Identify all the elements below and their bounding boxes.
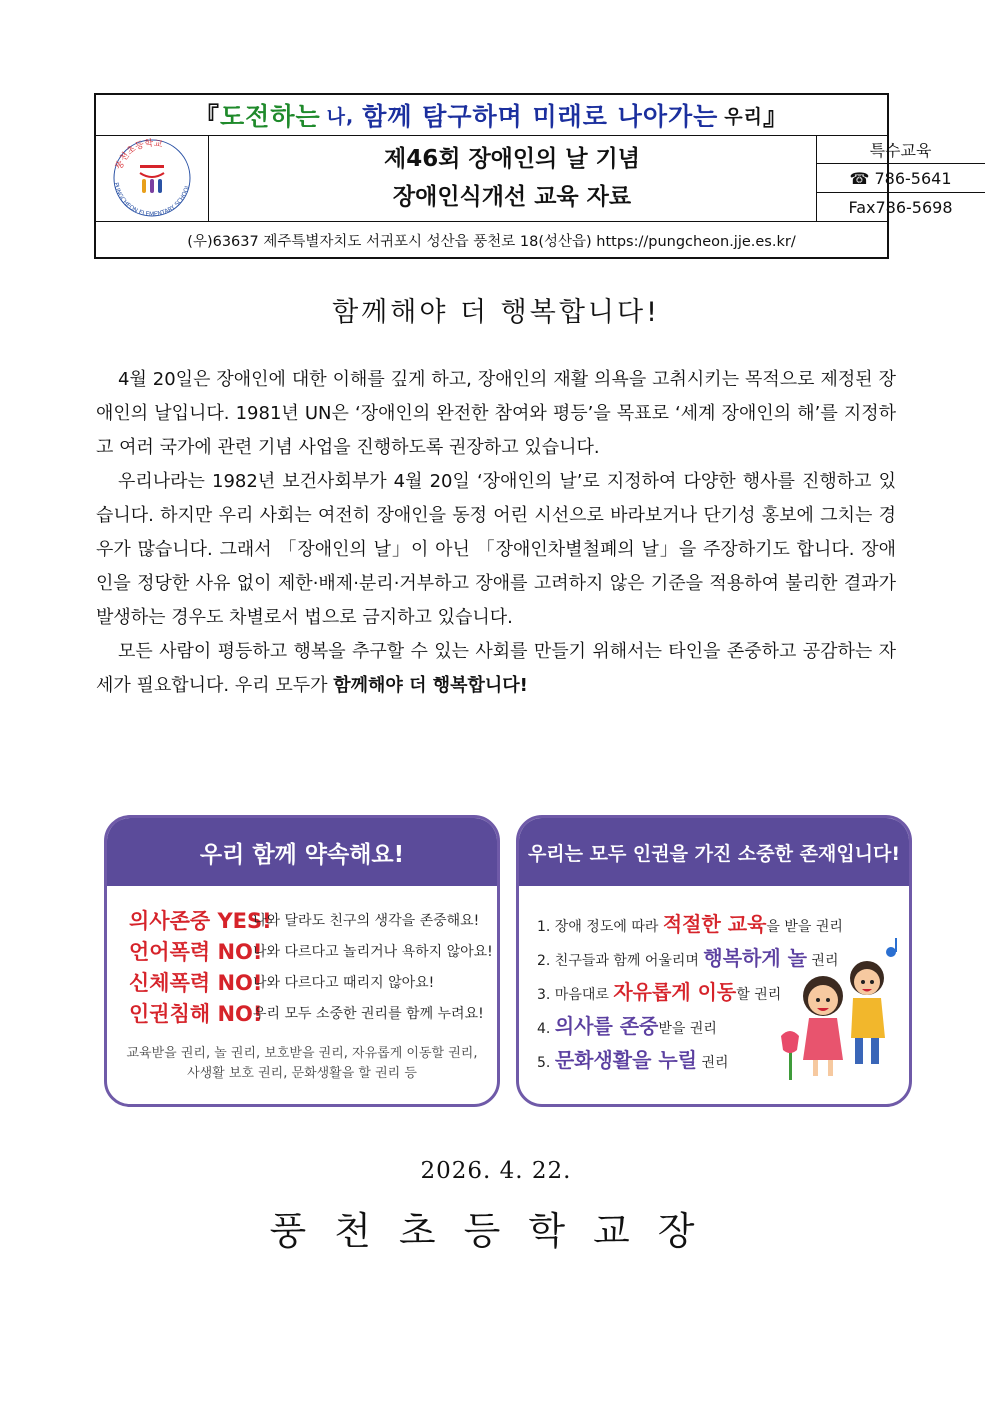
- title-line-2: 장애인식개선 교육 자료: [392, 184, 632, 210]
- promise-text: 나와 달라도 친구의 생각을 존중해요!: [253, 913, 480, 929]
- slogan-part-3: 함께 탐구하며 미래로 나아가는: [362, 102, 719, 131]
- promise-text: 우리 모두 소중한 권리를 함께 누려요!: [253, 1006, 484, 1022]
- rights-item-highlight: 적절한 교육: [662, 912, 767, 936]
- rights-card: [516, 815, 912, 1107]
- rights-item-highlight: 문화생활을 누릴: [554, 1048, 698, 1072]
- rights-item: [537, 1010, 717, 1039]
- body-text: [96, 363, 896, 703]
- promise-item: [129, 936, 493, 966]
- logo-text-top: 풍천초등학교: [114, 138, 164, 172]
- document-title: [208, 135, 817, 221]
- rights-item-pre: 4.: [537, 1021, 555, 1037]
- promise-card-title: 우리 함께 약속해요!: [107, 818, 497, 886]
- school-slogan: [96, 95, 887, 136]
- paragraph-2: 우리나라는 1982년 보건사회부가 4월 20일 ‘장애인의 날’로 지정하여 다양한 행사를 진행하고 있습니다. 하지만 우리 사회는 여전히 장애인을 동정 어린 시선으로 바라보거나 단기성 홍보에 그치는 경우가 많습니다. 그래서 「장애인의 날」이 아닌 「장애인차별철폐의 날」을 주장하기도 합니다. 장애인을 정당한 사유 없이 제한·배제·분리·거부하고 장애를 고려하지 않은 기준을 적용하여 불리한 결과가 발생하는 경우도 차별로서 법으로 금지하고 있습니다.: [96, 471, 896, 628]
- rights-item-highlight: 행복하게 놀: [703, 946, 807, 970]
- slogan-part-1: 도전하는: [220, 102, 321, 131]
- paragraph-3-text: 모든 사람이 평등하고 행복을 추구할 수 있는 사회를 만들기 위해서는 타인을 존중하고 공감하는 자세가 필요합니다. 우리 모두가: [96, 641, 896, 696]
- children-illustration: [775, 938, 909, 1088]
- rights-item-highlight: 의사를 존중: [554, 1014, 659, 1038]
- paragraph-3-emphasis: 함께해야 더 행복합니다!: [333, 675, 528, 696]
- school-address: (우)63637 제주특별자치도 서귀포시 성산읍 풍천로 18(성산읍) https://pungcheon.jje.es.kr/: [187, 233, 796, 250]
- rights-item-pre: 2. 친구들과 함께 어울리며: [537, 953, 704, 969]
- promise-item: [129, 905, 489, 935]
- rights-item-highlight: 자유롭게 이동: [613, 980, 737, 1004]
- promise-text: 나와 다르다고 때리지 않아요!: [253, 975, 435, 991]
- rights-item-post: 할 권리: [736, 987, 782, 1003]
- logo-text-bottom: PUNGCHEON ELEMENTARY SCHOOL: [112, 181, 192, 219]
- slogan-open-bracket: 『: [194, 102, 221, 131]
- slogan-close-bracket: 』: [762, 102, 789, 131]
- promise-key: 인권침해 NO!: [129, 1002, 263, 1026]
- department-label: 특수교육: [816, 135, 985, 164]
- contact-info-cell: [816, 135, 953, 221]
- promise-key: 신체폭력 NO!: [129, 971, 263, 995]
- promise-key: 언어폭력 NO!: [129, 940, 263, 964]
- rights-item: [537, 976, 781, 1005]
- phone-number: ☎ 786-5641: [816, 164, 985, 193]
- slogan-part-2: 나,: [326, 105, 355, 128]
- rights-item-post: 을 받을 권리: [766, 919, 843, 935]
- rights-item-pre: 3. 마음대로: [537, 987, 614, 1003]
- rights-item-post: 받을 권리: [658, 1021, 717, 1037]
- header-table: [94, 93, 953, 259]
- rights-item-pre: 5.: [537, 1055, 555, 1071]
- headline: 함께해야 더 행복합니다!: [332, 297, 660, 328]
- rights-item: [537, 908, 843, 937]
- rights-summary-line-1: 교육받을 권리, 놀 권리, 보호받을 권리, 자유롭게 이동할 권리,: [126, 1046, 478, 1061]
- principal-signature: 풍천초등학교장: [269, 1209, 723, 1253]
- promise-key: 의사존중 YES!: [129, 909, 272, 933]
- rights-item: [537, 1044, 729, 1073]
- header-middle-row: [96, 135, 953, 222]
- promise-item: [129, 967, 489, 997]
- promise-item: [129, 998, 489, 1028]
- promise-card: [104, 815, 500, 1107]
- paragraph-1: 4월 20일은 장애인에 대한 이해를 깊게 하고, 장애인의 재활 의욕을 고취시키는 목적으로 제정된 장애인의 날입니다. 1981년 UN은 ‘장애인의 완전한 참여와 평등’을 목표로 ‘세계 장애인의 해’를 지정하고 여러 국가에 관련 기념 사업을 진행하도록 권장하고 있습니다.: [96, 369, 896, 458]
- rights-item-pre: 1. 장애 정도에 따라: [537, 919, 663, 935]
- rights-card-title: 우리는 모두 인권을 가진 소중한 존재입니다!: [519, 818, 909, 886]
- rights-item-post: 권리: [697, 1055, 729, 1071]
- paragraph-3: [96, 635, 896, 703]
- promise-text: 나와 다르다고 놀리거나 욕하지 않아요!: [253, 944, 493, 960]
- title-line-1: 제46회 장애인의 날 기념: [384, 146, 640, 172]
- rights-summary-line-2: 사생활 보호 권리, 문화생활을 할 권리 등: [187, 1066, 417, 1081]
- fax-number: Fax786-5698: [848, 197, 953, 217]
- rights-item-post: 권리: [806, 953, 839, 969]
- school-logo: [96, 135, 208, 221]
- school-logo-cell: [96, 135, 209, 221]
- slogan-part-4: 우리: [724, 105, 763, 128]
- rights-summary: [107, 1044, 497, 1084]
- document-date: 2026. 4. 22.: [420, 1158, 572, 1184]
